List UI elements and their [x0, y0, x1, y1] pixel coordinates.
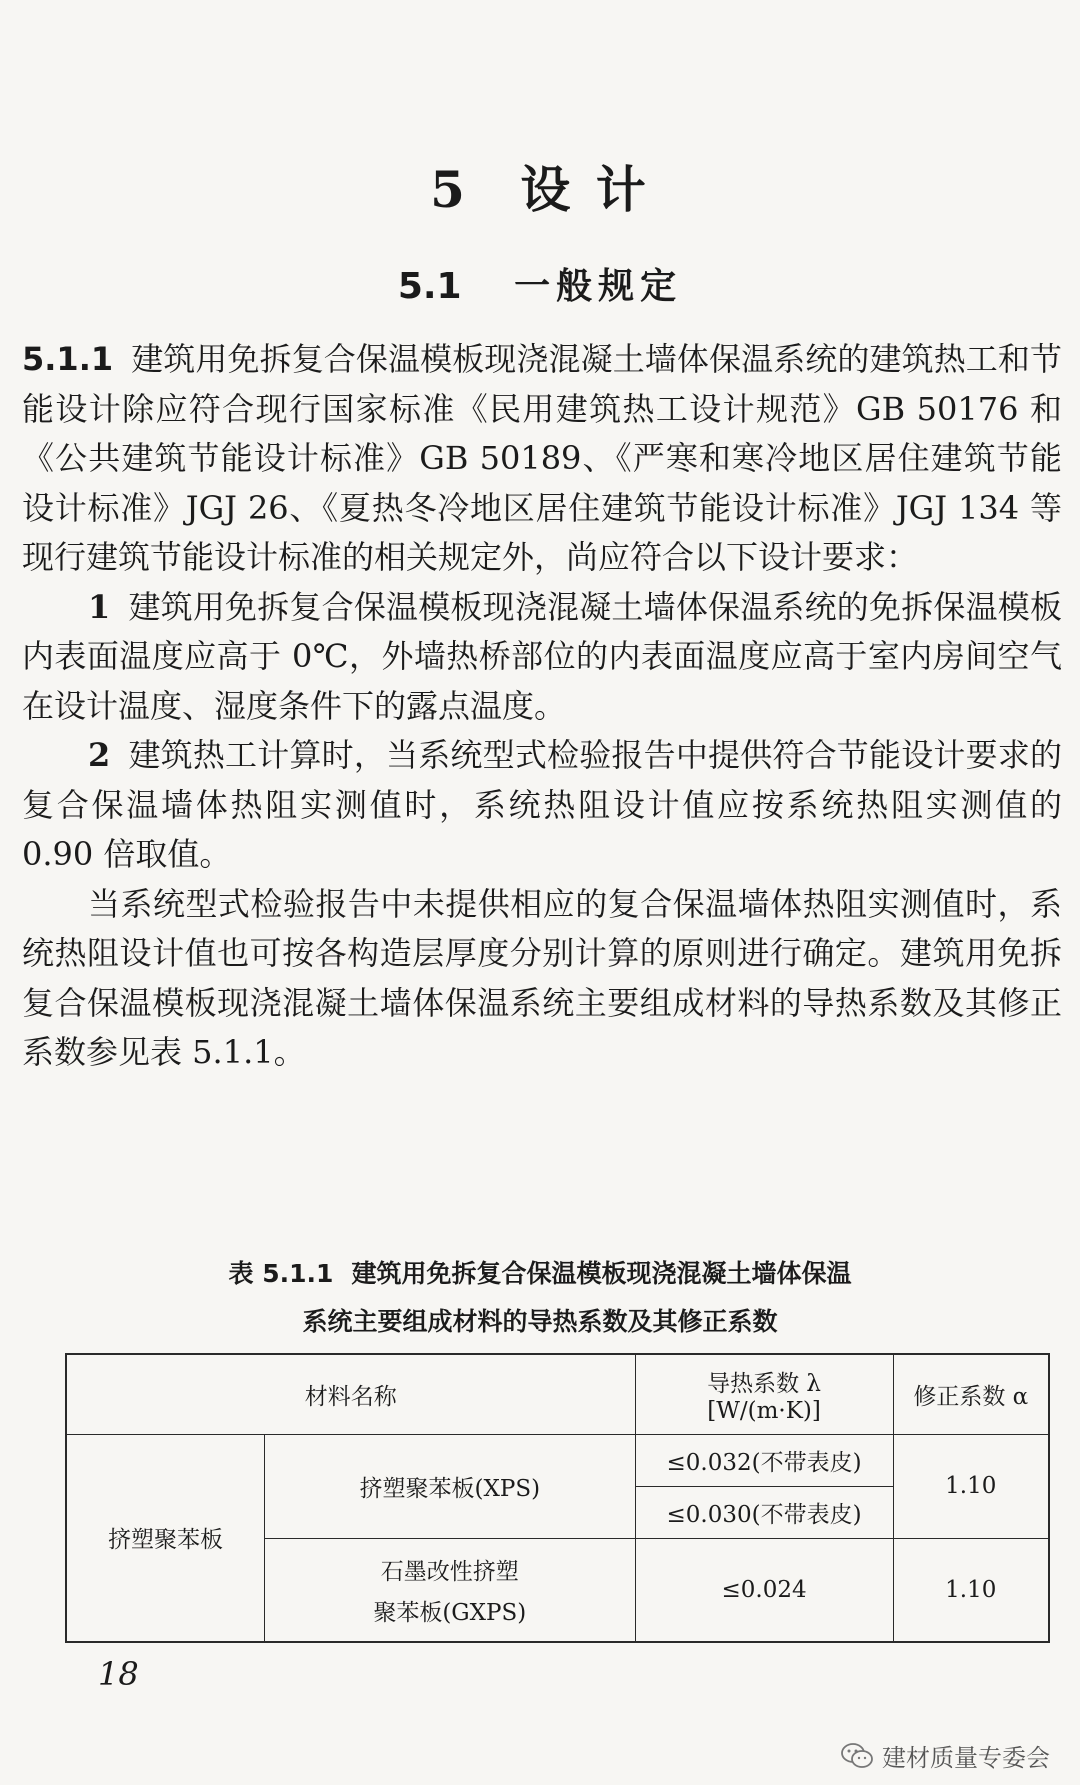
chapter-name: 设 计 — [520, 160, 650, 219]
clause-text: 建筑用免拆复合保温模板现浇混凝土墙体保温系统的建筑热工和节能设计除应符合现行国家标准《民用建筑热工设计规范》GB 50176 和《公共建筑节能设计标准》GB 50189、《严寒和寒冷地区居住建筑节能设计标准》JGJ 26、《夏热冬冷地区居住建筑节能设计标准》JGJ 134 等现行建筑节能设计标准的相关规定外，尚应符合以下设计要求： — [22, 340, 1062, 576]
material-name-gxps — [265, 1538, 636, 1642]
item-2 — [22, 731, 1062, 880]
header-lambda-label: 导热系数 λ — [707, 1370, 821, 1397]
clause-number: 5.1.1 — [22, 340, 114, 378]
table-row — [66, 1434, 1049, 1486]
section-number: 5.1 — [397, 266, 462, 307]
table-title-1: 建筑用免拆复合保温模板现浇混凝土墙体保温 — [351, 1259, 852, 1288]
header-lambda — [635, 1354, 893, 1434]
table-caption-line-2: 系统主要组成材料的导热系数及其修正系数 — [302, 1307, 778, 1336]
table-header-row — [66, 1354, 1049, 1434]
alpha-value: 1.10 — [893, 1538, 1049, 1642]
item-2-number: 2 — [88, 736, 111, 774]
item-1 — [22, 583, 1062, 732]
table-caption-line-1 — [0, 1250, 1080, 1298]
note-paragraph: 当系统型式检验报告中未提供相应的复合保温墙体热阻实测值时，系统热阻设计值也可按各构造层厚度分别计算的原则进行确定。建筑用免拆复合保温模板现浇混凝土墙体保温系统主要组成材料的导热系数及其修正系数参见表 5.1.1。 — [22, 884, 1062, 1071]
header-correction: 修正系数 α — [893, 1354, 1049, 1434]
material-name-xps: 挤塑聚苯板(XPS) — [265, 1434, 636, 1538]
wechat-icon — [840, 1742, 874, 1770]
header-material: 材料名称 — [66, 1354, 635, 1434]
page-number: 18 — [98, 1655, 139, 1693]
lambda-value: ≤0.024 — [635, 1538, 893, 1642]
body-text — [22, 335, 1062, 1078]
material-name-gxps-line-1: 石墨改性挤塑 — [380, 1558, 519, 1585]
watermark — [840, 1738, 1050, 1773]
material-name-gxps-line-2: 聚苯板(GXPS) — [373, 1599, 527, 1626]
table-number: 表 5.1.1 — [228, 1259, 334, 1288]
section-title — [0, 258, 1080, 309]
item-1-number: 1 — [88, 587, 111, 626]
item-2-text: 建筑热工计算时，当系统型式检验报告中提供符合节能设计要求的复合保温墙体热阻实测值时，系统热阻设计值应按系统热阻实测值的 0.90 倍取值。 — [22, 736, 1062, 873]
lambda-value: ≤0.030(不带表皮) — [635, 1486, 893, 1538]
alpha-value: 1.10 — [893, 1434, 1049, 1538]
header-lambda-unit: [W/(m·K)] — [707, 1397, 821, 1424]
chapter-number: 5 — [430, 160, 469, 219]
chapter-title — [0, 150, 1080, 222]
table-caption — [0, 1250, 1080, 1346]
lambda-value: ≤0.032(不带表皮) — [635, 1434, 893, 1486]
clause-paragraph — [22, 335, 1062, 583]
material-table — [65, 1353, 1050, 1643]
watermark-text: 建材质量专委会 — [882, 1744, 1050, 1772]
item-1-text: 建筑用免拆复合保温模板现浇混凝土墙体保温系统的免拆保温模板内表面温度应高于 0℃，外墙热桥部位的内表面温度应高于室内房间空气在设计温度、湿度条件下的露点温度。 — [22, 587, 1062, 725]
section-name: 一般规定 — [514, 266, 683, 307]
group-cell: 挤塑聚苯板 — [66, 1434, 265, 1642]
